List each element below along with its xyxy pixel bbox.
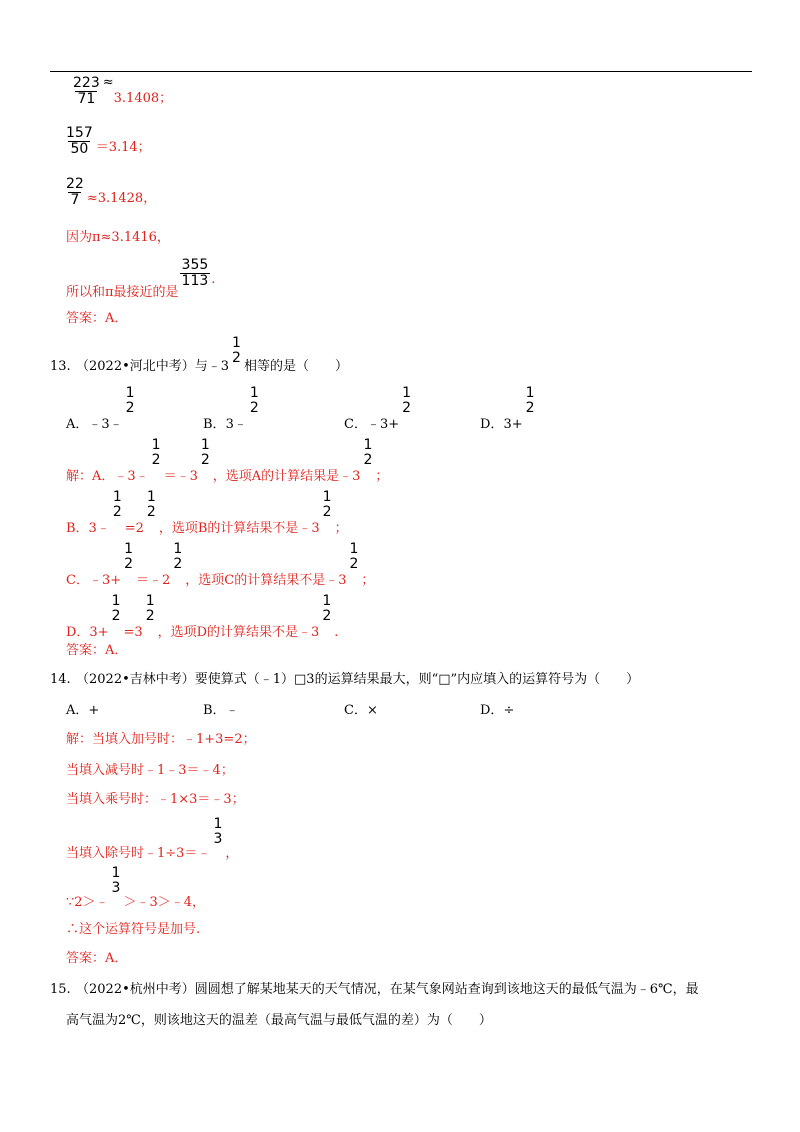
q13-answer: 答案：A． [66, 643, 128, 658]
prev-line-3: $\frac{22}{7}$ ≈3.1428， [66, 176, 157, 208]
q14-stem: （2022•吉林中考）要使算式（﹣1）□3的运算结果最大，则“□”内应填入的运算符号为（ ） [76, 672, 640, 687]
q13-solution-c: C．﹣3+ 1 2 ＝﹣2 1 2 ，选项C的计算结果不是﹣3 1 2 ； [66, 541, 375, 589]
q13-option-a[interactable]: A．﹣3﹣ 1 2 [66, 385, 135, 433]
prev-answer: 答案：A． [66, 311, 128, 326]
q14-number: 14. [50, 672, 71, 687]
fraction: 1 2 [232, 335, 241, 366]
q14-option-a[interactable]: A．+ [66, 703, 100, 718]
q13-option-d[interactable]: D．3+ 1 2 [480, 385, 535, 433]
q14-solution-1: 解：当填入加号时：﹣1+3=2； [66, 732, 256, 747]
q13-option-c[interactable]: C．﹣3+ 1 2 [344, 385, 412, 433]
q14-answer: 答案：A． [66, 951, 128, 966]
prev-line-1: $\frac{223}{71}$ ≈3.1408； [73, 74, 173, 107]
q14-solution-6: ∴这个运算符号是加号. [66, 922, 201, 937]
q15-stem-line-2: 高气温为2℃，则该地这天的温差（最高气温与最低气温的差）为（ ） [66, 1013, 492, 1028]
prev-line-4: 因为π≈3.1416， [66, 230, 170, 245]
fraction: $\frac{22}{7}$ [66, 176, 84, 208]
q13-solution-d: D．3+ 1 2 =3 1 2 ，选项D的计算结果不是﹣3 1 2 . [66, 593, 339, 641]
q14-option-b[interactable]: B．﹣ [203, 703, 239, 718]
q13-solution-b: B．3﹣ 1 2 =2 1 2 ，选项B的计算结果不是﹣3 1 2 ； [66, 489, 348, 537]
fraction: 1 3 [213, 816, 223, 847]
q13-stem: （2022•河北中考）与﹣3 1 2 相等的是（ ） [76, 335, 348, 374]
fraction: 1 2 [402, 385, 412, 416]
q13-number: 13. [50, 359, 71, 374]
fraction: $\frac{355}{113}$ [181, 257, 209, 289]
q14-solution-3: 当填入乘号时：﹣1×3＝﹣3； [66, 792, 245, 807]
prev-line-5: 所以和π最接近的是 $\frac{355}{113}$ . [66, 257, 216, 300]
prev-line-2: $\frac{157}{50}$ ＝3.14； [66, 125, 151, 157]
q15-number: 15. [50, 982, 71, 997]
fraction: 1 2 [125, 385, 135, 416]
q14-solution-5: ∵2＞﹣ 1 3 ＞﹣3＞﹣4， [66, 865, 206, 911]
q13-solution-a: 解：A．﹣3﹣ 1 2 ＝﹣3 1 2 ，选项A的计算结果是﹣3 1 2 ； [66, 437, 389, 485]
q15-stem-line-1: （2022•杭州中考）圆圆想了解某地某天的天气情况，在某气象网站查询到该地这天的最低气温为﹣6℃，最 [76, 982, 699, 997]
header-rule [50, 71, 752, 72]
fraction: $\frac{223}{71}$ [73, 75, 100, 107]
q14-option-c[interactable]: C．× [344, 703, 378, 718]
fraction: $\frac{157}{50}$ [66, 125, 93, 157]
fraction: 1 2 [249, 385, 259, 416]
q14-option-d[interactable]: D．÷ [480, 703, 515, 718]
q13-option-b[interactable]: B．3﹣ 1 2 [203, 385, 259, 433]
q14-solution-2: 当填入减号时﹣1﹣3＝﹣4； [66, 763, 234, 778]
q14-solution-4: 当填入除号时﹣1÷3＝﹣ 1 3 ， [66, 816, 239, 862]
fraction: 1 3 [111, 865, 121, 896]
fraction: 1 2 [525, 385, 535, 416]
